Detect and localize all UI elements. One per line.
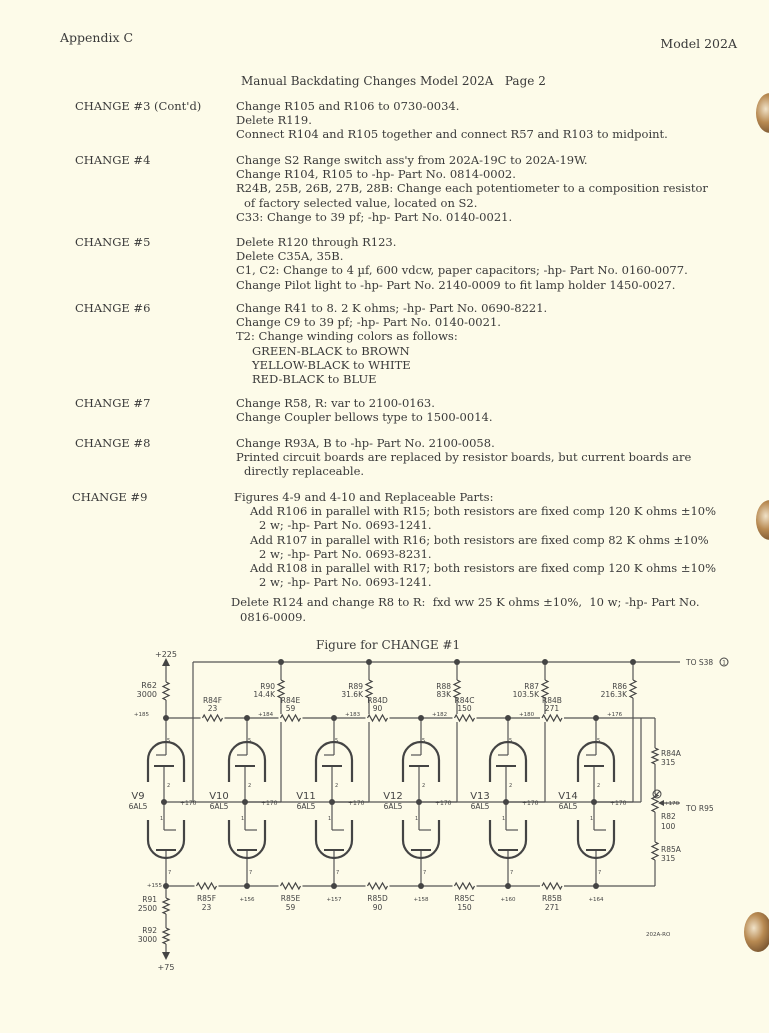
tube-name: V11: [296, 791, 316, 802]
change-line: Change Coupler bellows type to 1500-0014.: [236, 410, 493, 425]
top-resistor-name: R87: [524, 682, 539, 691]
node-voltage: +184: [258, 712, 274, 718]
node-voltage: +160: [500, 897, 516, 903]
junction-dot: [331, 715, 337, 721]
pin-number: 1: [241, 816, 245, 822]
pin-number: 1: [415, 816, 419, 822]
chain-resistor-name: R85C: [454, 894, 475, 903]
node-voltage: +157: [326, 897, 342, 903]
pin-number: 5: [422, 738, 426, 744]
schematic-label: R84A: [661, 749, 681, 758]
change-line: directly replaceable.: [244, 464, 365, 479]
tube-type: 6AL5: [296, 802, 316, 811]
chain-resistor-value: 59: [285, 903, 296, 912]
top-resistor: [630, 680, 636, 698]
top-resistor-name: R89: [348, 682, 363, 691]
pin-number: 7: [249, 870, 253, 876]
to-r95-label: TO R95: [686, 804, 714, 813]
junction-dot: [331, 883, 337, 889]
header-appendix: Appendix C: [60, 30, 134, 45]
junction-dot: [163, 883, 169, 889]
chain-resistor-name: R85D: [367, 894, 388, 903]
pin-number: 5: [335, 738, 339, 744]
tube-name: V13: [470, 791, 490, 802]
schematic-label: 315: [661, 854, 676, 863]
junction-dot: [416, 799, 422, 805]
change-label: CHANGE #7: [75, 396, 151, 410]
pin-number: 1: [502, 816, 506, 822]
change-line: 2 w; -hp- Part No. 0693-8231.: [259, 546, 432, 561]
tube-name: V14: [558, 791, 578, 802]
change-line: GREEN-BLACK to BROWN: [252, 343, 410, 358]
change-line: Change R104, R105 to -hp- Part No. 0814-0002.: [236, 167, 516, 182]
change-line: C1, C2: Change to 4 µf, 600 vdcw, paper capacitors; -hp- Part No. 0160-0077.: [236, 263, 688, 278]
r82-potentiometer: [652, 794, 658, 812]
change-label: CHANGE #4: [75, 153, 151, 167]
change-line: Change R41 to 8. 2 K ohms; -hp- Part No. 0690-8221.: [236, 301, 548, 315]
schematic-label: 315: [661, 758, 676, 767]
chain-resistor-name: R84E: [280, 696, 301, 705]
top-resistor-name: R90: [260, 682, 275, 691]
chain-resistor-value: 271: [544, 903, 560, 912]
junction-dot: [503, 799, 509, 805]
junction-dot: [244, 883, 250, 889]
junction-dot: [505, 715, 511, 721]
junction-dot: [278, 659, 284, 665]
top-resistor-value: 216.3K: [600, 690, 627, 699]
chain-resistor-value: 59: [285, 704, 296, 713]
mid-voltage: +170: [435, 800, 452, 807]
chain-resistor-name: R85E: [280, 894, 301, 903]
pin-number: 2: [335, 783, 339, 789]
pin-number: 1: [160, 816, 164, 822]
change-line: Change C9 to 39 pf; -hp- Part No. 0140-0021.: [236, 315, 501, 330]
change-label: CHANGE #8: [75, 436, 151, 450]
r62-value: 3000: [136, 690, 157, 699]
pin-number: 7: [336, 870, 340, 876]
junction-dot: [418, 715, 424, 721]
change-line: Change S2 Range switch ass'y from 202A-19C to 202A-19W.: [236, 153, 588, 167]
chain-resistor-value: 23: [207, 704, 218, 713]
change-label: CHANGE #6: [75, 301, 151, 315]
change-line: Delete C35A, 35B.: [236, 249, 344, 264]
r85a-resistor: [652, 842, 658, 860]
node-voltage: +164: [588, 897, 604, 903]
change-line: 2 w; -hp- Part No. 0693-1241.: [259, 518, 432, 533]
top-resistor-value: 14.4K: [253, 690, 275, 699]
change-line: Connect R104 and R105 together and connect R57 and R103 to midpoint.: [236, 127, 668, 142]
tube-type: 6AL5: [128, 802, 148, 811]
junction-dot: [418, 883, 424, 889]
change-line: Add R106 in parallel with R15; both resistors are fixed comp 120 K ohms ±10%: [250, 504, 717, 519]
top-resistor-value: 83K: [436, 690, 451, 699]
junction-dot: [630, 659, 636, 665]
node-voltage: +185: [133, 712, 149, 718]
junction-dot: [505, 883, 511, 889]
schematic-label: R92: [142, 926, 157, 935]
junction-dot: [161, 799, 167, 805]
change-line: Change R105 and R106 to 0730-0034.: [236, 99, 460, 113]
terminal-number: 1: [722, 659, 726, 667]
change-line: 2 w; -hp- Part No. 0693-1241.: [259, 575, 432, 590]
change-line: Delete R124 and change R8 to R: fxd ww 25 K ohms ±10%, 10 w; -hp- Part No.: [231, 595, 700, 610]
chain-resistor-name: R85F: [196, 894, 217, 903]
node-voltage: +180: [519, 712, 535, 718]
chain-resistor-value: 90: [372, 704, 383, 713]
mid-voltage: +170: [348, 800, 365, 807]
change-line: T2: Change winding colors as follows:: [236, 329, 458, 344]
to-s38-label: TO S38: [686, 658, 714, 667]
tube-type: 6AL5: [209, 802, 229, 811]
schematic-label: R91: [142, 895, 157, 904]
chain-resistor-name: R84F: [202, 696, 223, 705]
chain-resistor-value: 271: [544, 704, 560, 713]
top-resistor-value: 31.6K: [341, 690, 363, 699]
pin-number: 7: [598, 870, 602, 876]
schematic-label: 2500: [137, 904, 157, 913]
change-label: CHANGE #3 (Cont'd): [75, 99, 202, 113]
pin-number: 5: [597, 738, 601, 744]
pin-number: 2: [167, 783, 171, 789]
node-voltage: +158: [413, 897, 429, 903]
junction-dot: [242, 799, 248, 805]
junction-dot: [591, 799, 597, 805]
junction-dot: [593, 883, 599, 889]
junction-dot: [244, 715, 250, 721]
change-line: Figures 4-9 and 4-10 and Replaceable Parts:: [234, 490, 494, 504]
change-label: CHANGE #5: [75, 235, 151, 249]
pin-number: 1: [590, 816, 594, 822]
mid-voltage: +170: [522, 800, 539, 807]
change-line: Delete R120 through R123.: [236, 235, 397, 249]
change-line: Change Pilot light to -hp- Part No. 2140-0009 to fit lamp holder 1450-0027.: [236, 277, 676, 292]
change-line: of factory selected value, located on S2.: [244, 195, 478, 210]
change-line: RED-BLACK to BLUE: [252, 372, 377, 387]
pin-number: 7: [423, 870, 427, 876]
top-resistor-name: R88: [436, 682, 451, 691]
node-voltage: +176: [607, 712, 623, 718]
change-line: Delete R119.: [236, 113, 312, 128]
chain-resistor-name: R84B: [542, 696, 562, 705]
change-line: R24B, 25B, 26B, 27B, 28B: Change each potentiometer to a composition resistor: [236, 181, 708, 196]
schematic-label: 3000: [137, 935, 157, 944]
wiper-voltage: +170: [664, 801, 680, 807]
change-line: Add R108 in parallel with R17; both resistors are fixed comp 120 K ohms ±10%: [250, 561, 717, 576]
change-line: Change R93A, B to -hp- Part No. 2100-0058.: [236, 436, 495, 450]
node-voltage: +182: [432, 712, 448, 718]
top-resistor-name: R86: [612, 682, 627, 691]
header-model: Model 202A: [660, 36, 737, 51]
change-line: Printed circuit boards are replaced by resistor boards, but current boards are: [236, 450, 692, 465]
pin-number: 7: [510, 870, 514, 876]
chain-resistor-name: R84C: [454, 696, 475, 705]
node-voltage: +156: [239, 897, 255, 903]
change-line: Change R58, R: var to 2100-0163.: [236, 396, 435, 410]
r92-resistor: [163, 928, 169, 944]
change-line: C33: Change to 39 pf; -hp- Part No. 0140-0021.: [236, 209, 513, 224]
chain-resistor-value: 23: [201, 903, 212, 912]
pin-number: 5: [248, 738, 252, 744]
node-voltage: +155: [146, 883, 162, 889]
chain-resistor-name: R84D: [367, 696, 388, 705]
tube-type: 6AL5: [383, 802, 403, 811]
supply-bottom-label: +75: [157, 963, 175, 972]
mid-voltage: +170: [610, 800, 627, 807]
r62-resistor: [163, 682, 169, 700]
tube-name: V10: [209, 791, 229, 802]
figure-title: Figure for CHANGE #1: [316, 638, 461, 652]
mid-voltage: +170: [261, 800, 278, 807]
change-line: Add R107 in parallel with R16; both resistors are fixed comp 82 K ohms ±10%: [250, 532, 709, 547]
chain-resistor-name: R85B: [542, 894, 562, 903]
schematic-label: R82: [661, 812, 676, 821]
node-voltage: +183: [345, 712, 361, 718]
pin-number: 2: [509, 783, 513, 789]
schematic-label: R85A: [661, 845, 681, 854]
pin-number: 1: [328, 816, 332, 822]
tube-type: 6AL5: [470, 802, 490, 811]
chain-resistor-value: 90: [372, 903, 383, 912]
tube-name: V9: [131, 791, 145, 802]
r91-resistor: [163, 898, 169, 914]
junction-dot: [454, 659, 460, 665]
supply-top-label: +225: [155, 650, 177, 659]
r62-name: R62: [141, 681, 157, 690]
pin-number: 5: [167, 738, 171, 744]
r84a-resistor: [652, 748, 658, 764]
junction-dot: [329, 799, 335, 805]
chain-resistor-value: 150: [457, 903, 472, 912]
junction-dot: [542, 659, 548, 665]
mid-voltage: +170: [180, 800, 197, 807]
junction-dot: [593, 715, 599, 721]
pin-number: 2: [597, 783, 601, 789]
pin-number: 2: [248, 783, 252, 789]
schematic-label: 100: [661, 822, 676, 831]
top-resistor-value: 103.5K: [512, 690, 539, 699]
pin-number: 5: [509, 738, 513, 744]
drawing-number: 202A-RO: [646, 932, 671, 938]
chain-resistor-value: 150: [457, 704, 472, 713]
page-title: Manual Backdating Changes Model 202A Page 2: [241, 74, 546, 88]
junction-dot: [366, 659, 372, 665]
supply-arrow: [162, 952, 170, 960]
change-line: YELLOW-BLACK to WHITE: [252, 357, 411, 372]
tube-type: 6AL5: [558, 802, 578, 811]
pin-number: 7: [168, 870, 172, 876]
pin-number: 2: [422, 783, 426, 789]
junction-dot: [163, 715, 169, 721]
change-line: 0816-0009.: [240, 609, 307, 624]
change-label: CHANGE #9: [72, 490, 148, 504]
tube-name: V12: [383, 791, 403, 802]
supply-arrow: [162, 658, 170, 666]
